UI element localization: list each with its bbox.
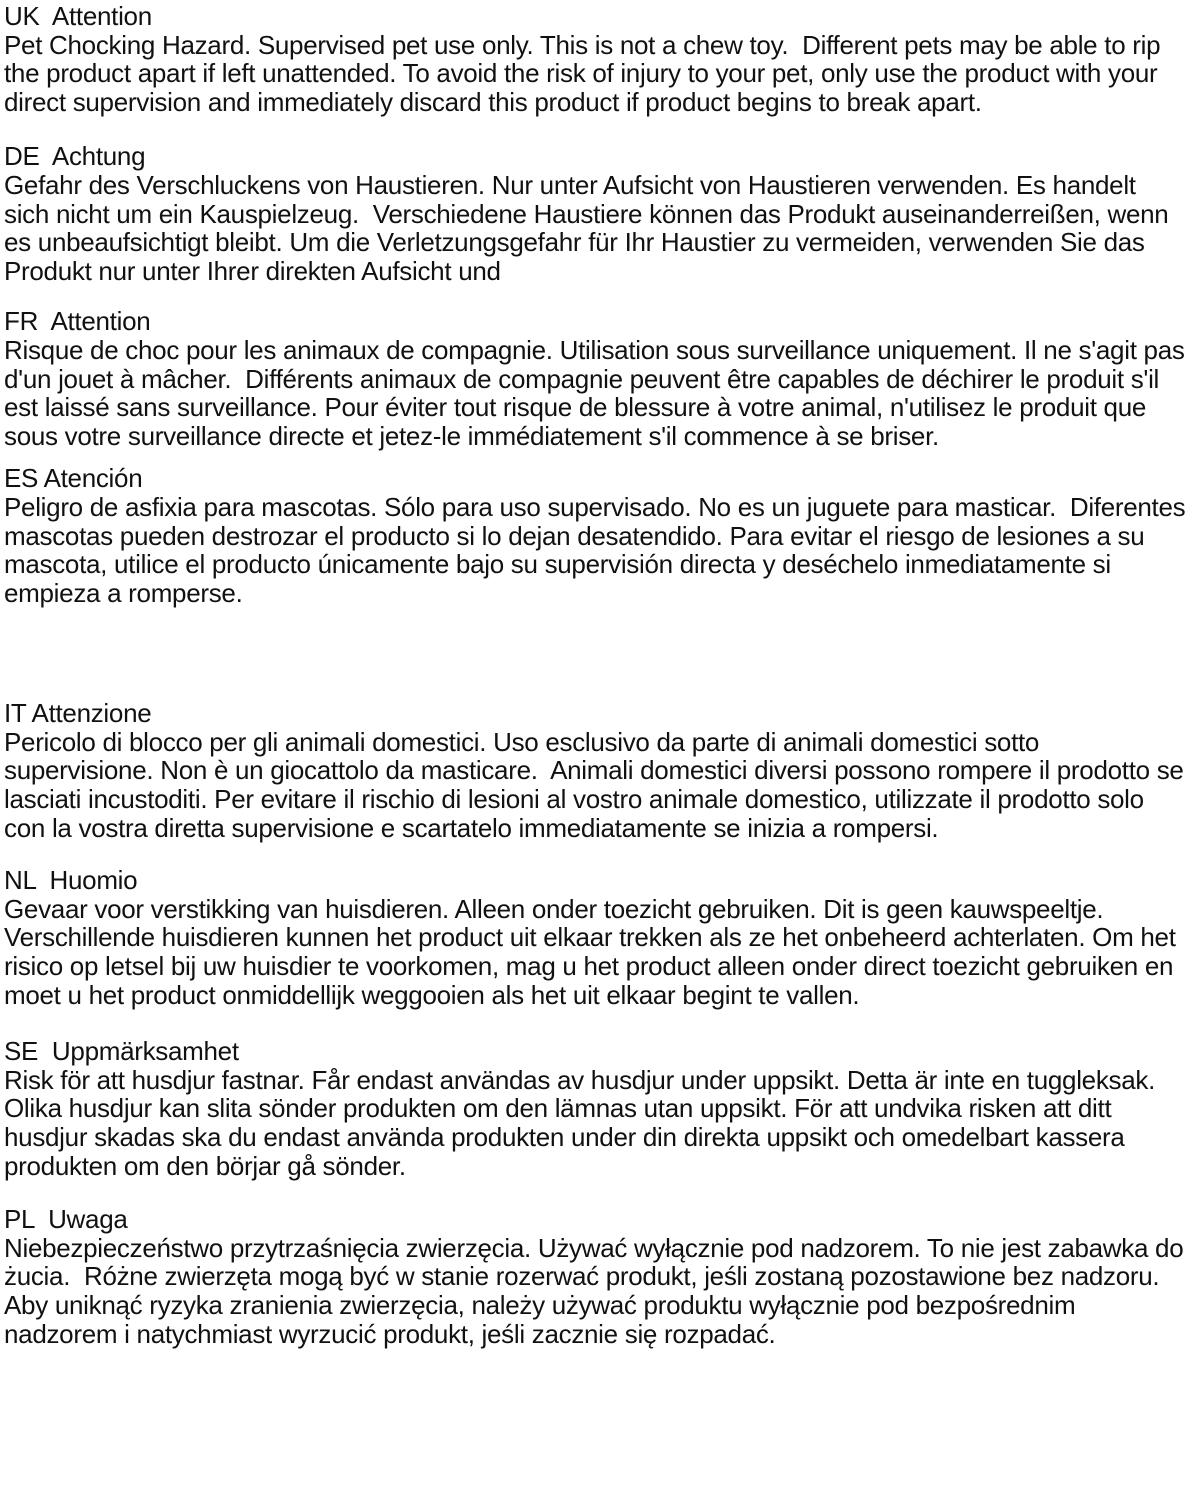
- section-body-nl: Gevaar voor verstikking van huisdieren. Alleen onder toezicht gebruiken. Dit is geen kauwspeeltje. Verschillende huisdieren kunnen het product uit elkaar trekken als ze het onbeheerd achterlaten. Om het risico op letsel bij uw huisdier te voorkomen, mag u het product alleen onder direct toezicht gebruiken en moet u het product onmiddellijk weggooien als het uit elkaar begint te vallen.: [4, 893, 1183, 1010]
- section-body-es: Peligro de asfixia para mascotas. Sólo para uso supervisado. No es un juguete para masticar. Diferentes mascotas pueden destrozar el producto si lo dejan desatendido. Para evitar el riesgo de lesiones a su mascota, utilice el producto únicamente bajo su supervisión directa y deséchelo inmediatamente si empieza a romperse.: [4, 491, 1193, 608]
- warning-section-es: [4, 463, 1193, 608]
- section-heading-uk: UK Attention: [4, 1, 152, 31]
- section-body-fr: Risque de choc pour les animaux de compagnie. Utilisation sous surveillance uniquement. Il ne s'agit pas d'un jouet à mâcher. Différents animaux de compagnie peuvent être capables de déchirer le produit s'il est laissé sans surveillance. Pour éviter tout risque de blessure à votre animal, n'utilisez le produit que sous votre surveillance directe et jetez-le immédiatement s'il commence à se briser.: [4, 334, 1192, 451]
- section-heading-se: SE Uppmärksamhet: [4, 1036, 239, 1067]
- warning-section-se: [4, 1037, 1187, 1180]
- section-heading-pl: PL Uwaga: [4, 1204, 128, 1235]
- warning-section-pl: [4, 1204, 1191, 1349]
- section-heading-nl: NL Huomio: [4, 865, 138, 896]
- warning-section-it: [4, 698, 1191, 843]
- warning-section-nl: [4, 866, 1187, 1009]
- warning-section-fr: [4, 306, 1192, 451]
- section-body-pl: Niebezpieczeństwo przytrzaśnięcia zwierzęcia. Używać wyłącznie pod nadzorem. To nie jest zabawka do żucia. Różne zwierzęta mogą być w stanie rozerwać produkt, jeśli zostaną pozostawione bez nadzoru. Aby uniknąć ryzyka zranienia zwierzęcia, należy używać produktu wyłącznie pod bezpośrednim nadzorem i natychmiast wyrzucić produkt, jeśli zacznie się rozpadać.: [4, 1232, 1191, 1349]
- section-heading-es: ES Atención: [4, 463, 143, 494]
- section-body-de: Gefahr des Verschluckens von Haustieren. Nur unter Aufsicht von Haustieren verwenden. Es handelt sich nicht um ein Kauspielzeug. Verschiedene Haustiere können das Produkt auseinanderreißen, wenn es unbeaufsichtigt bleibt. Um die Verletzungsgefahr für Ihr Haustier zu vermeiden, verwenden Sie das Produkt nur unter Ihrer direkten Aufsicht und: [4, 169, 1176, 286]
- section-heading-de: DE Achtung: [4, 141, 146, 172]
- section-heading-fr: FR Attention: [4, 306, 151, 337]
- section-body-se: Risk för att husdjur fastnar. Får endast användas av husdjur under uppsikt. Detta är inte en tuggleksak. Olika husdjur kan slita sönder produkten om den lämnas utan uppsikt. För att undvika risken att ditt husdjur skadas ska du endast använda produkten under din direkta uppsikt och omedelbart kassera produkten om den börjar gå sönder.: [4, 1064, 1169, 1181]
- section-body-uk: Pet Chocking Hazard. Supervised pet use only. This is not a chew toy. Different pets may be able to rip the product apart if left unattended. To avoid the risk of injury to your pet, only use the product with your direct supervision and immediately discard this product if product begins to break apart.: [4, 29, 1168, 117]
- warning-section-uk: [4, 2, 1187, 116]
- warning-section-de: [4, 142, 1187, 285]
- section-body-it: Pericolo di blocco per gli animali domestici. Uso esclusivo da parte di animali domestici sotto supervisione. Non è un giocattolo da masticare. Animali domestici diversi possono rompere il prodotto se lasciati incustoditi. Per evitare il rischio di lesioni al vostro animale domestico, utilizzate il prodotto solo con la vostra diretta supervisione e scartatelo immediatamente se inizia a rompersi.: [4, 726, 1191, 843]
- section-heading-it: IT Attenzione: [4, 698, 152, 729]
